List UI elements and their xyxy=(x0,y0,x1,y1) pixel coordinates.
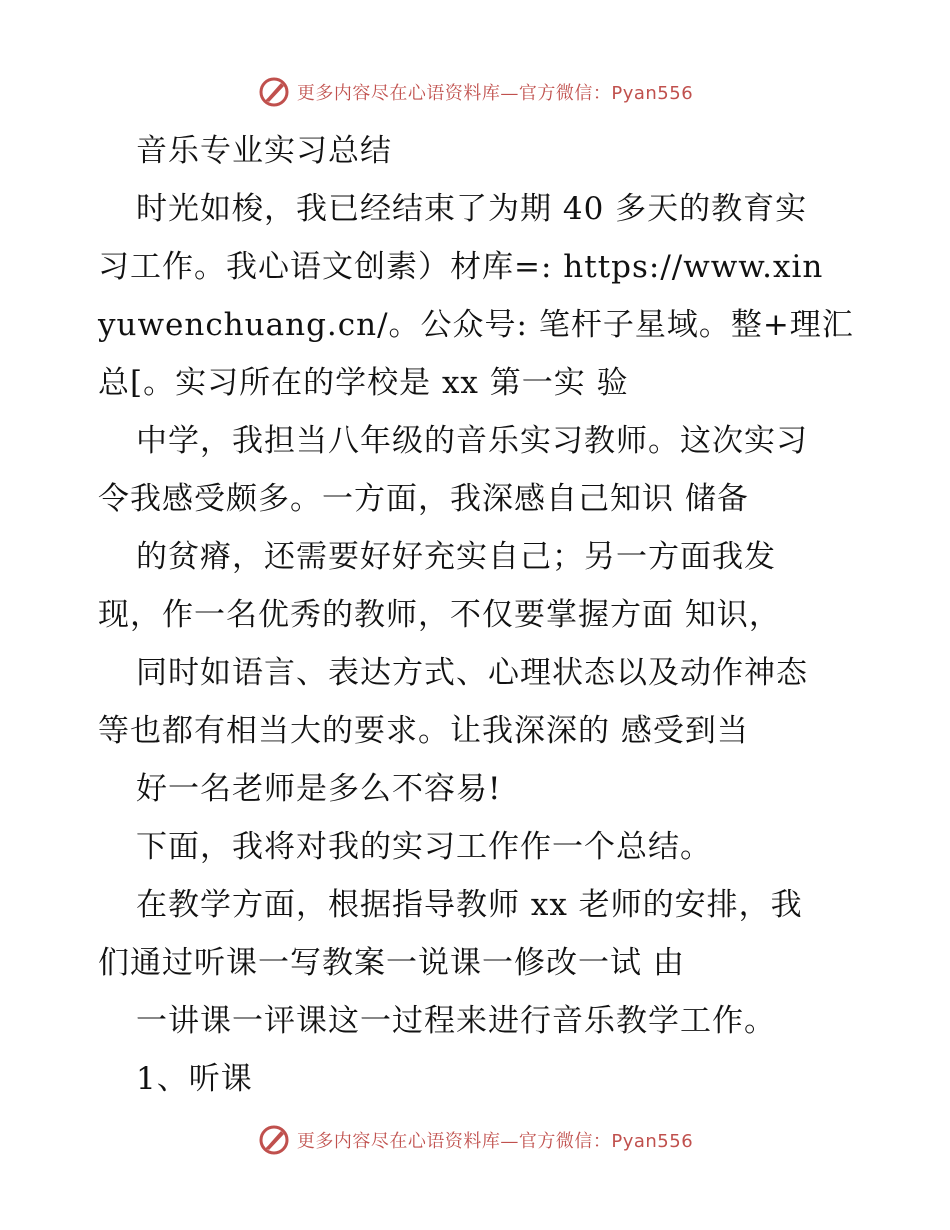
paragraph-line: 们通过听课一写教案一说课一修改一试 由 xyxy=(98,945,685,981)
banner-text: 更多内容尽在心语资料库—官方微信：Pyan556 xyxy=(296,1131,694,1152)
paragraph-line: 同时如语言、表达方式、心理状态以及动作神态 xyxy=(136,655,808,691)
paragraph-line: 等也都有相当大的要求。让我深深的 感受到当 xyxy=(98,713,749,749)
paragraph-line: 音乐专业实习总结 xyxy=(136,133,392,169)
paragraph-line: 的贫瘠，还需要好好充实自己；另一方面我发 xyxy=(136,539,776,575)
footer-banner xyxy=(0,1118,950,1162)
paragraph-line: 中学，我担当八年级的音乐实习教师。这次实习 xyxy=(136,423,808,459)
paragraph-line: 1、听课 xyxy=(136,1061,253,1097)
paragraph-line: 好一名老师是多么不容易! xyxy=(136,771,502,807)
paragraph-line: 习工作。我心语文创素）材库=: https://www.xin xyxy=(98,249,824,285)
paragraph-line: yuwenchuang.cn/。公众号: 笔杆子星域。整+理汇 xyxy=(98,307,854,343)
paragraph-line: 在教学方面，根据指导教师 xx 老师的安排，我 xyxy=(136,887,803,923)
paragraph-line: 现，作一名优秀的教师，不仅要掌握方面 知识， xyxy=(98,597,781,633)
paragraph-line: 令我感受颇多。一方面，我深感自己知识 储备 xyxy=(98,481,749,517)
paragraph-line: 时光如梭，我已经结束了为期 40 多天的教育实 xyxy=(136,191,808,227)
quill-logo-icon xyxy=(257,1123,291,1157)
header-banner xyxy=(0,70,950,114)
wechat-id: Pyan556 xyxy=(611,1131,694,1152)
document-body xyxy=(98,122,858,1108)
banner-content xyxy=(257,1123,693,1157)
paragraph-line: 下面，我将对我的实习工作作一个总结。 xyxy=(136,829,712,865)
paragraph-line: 一讲课一评课这一过程来进行音乐教学工作。 xyxy=(136,1003,776,1039)
quill-logo-icon xyxy=(257,75,291,109)
paragraph-line: 总[。实习所在的学校是 xx 第一实 验 xyxy=(98,365,629,401)
banner-content xyxy=(257,75,693,109)
banner-text: 更多内容尽在心语资料库—官方微信：Pyan556 xyxy=(296,83,694,104)
wechat-id: Pyan556 xyxy=(611,83,694,104)
